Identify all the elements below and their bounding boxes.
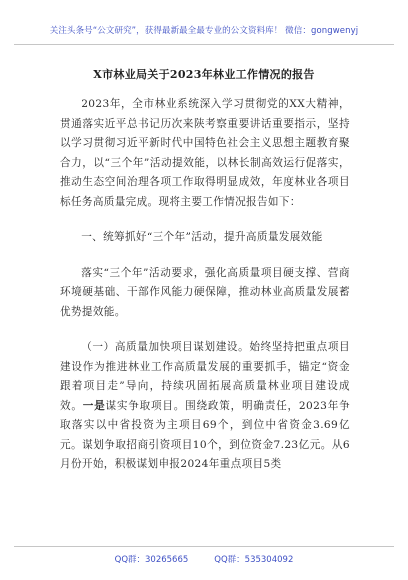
section-1-body: 落实“三个年”活动要求，强化高质量项目硬支撑、营商环境硬基础、干部作风能力硬保障，推动林业高质量发展蓄优势提效能。 <box>60 266 350 318</box>
document-title: X市林业局关于2023年林业工作情况的报告 <box>93 68 315 81</box>
intro-paragraph: 2023年，全市林业系统深入学习贯彻党的XX大精神，贯通落实近平总书记历次来陕考察重要讲话重要指示，坚持以学习贯彻习近平新时代中国特色社会主义思想主题教育聚合力，以“三个年”活动提效能，以林长制高效运行促落实，推动生态空间治理各项工作取得明显成效，年度林业各项目标任务高质量完成。现将主要工作情况报告如下： <box>60 98 350 208</box>
footer-divider <box>14 546 394 547</box>
footer-qq-group-2: QQ群：535304092 <box>214 555 294 565</box>
header-note: 关注头条号“公文研究”，获得最新最全最专业的公文资料库！ 微信：gongwenyj <box>49 26 359 36</box>
subsection-1-text-b: 谋实争取项目。围绕政策，明确责任，2023年争取落实以中省投资为主项目69个，到位中省资金3.69亿元。谋划争取招商引资项目10个，到位资金7.23亿元。从6月份开始，积极谋划申报2024年重点项目5类 <box>60 399 351 470</box>
subsection-1-text-a: （一）高质量加快项目谋划建设。始终坚持把重点项目建设作为推进林业工作高质量发展的重要抓手，锚定“资金跟着项目走”导向，持续巩固拓展高质量林业项目建设成效。 <box>60 341 350 412</box>
subsection-1-marker: 一是 <box>82 399 106 412</box>
footer-note <box>0 553 408 565</box>
document-body <box>60 95 350 475</box>
footer-qq-group-1: QQ群：30265665 <box>114 555 189 565</box>
section-1-heading: 一、统筹抓好“三个年”活动，提升高质量发展效能 <box>81 231 323 243</box>
subsection-1-paragraph <box>60 338 350 475</box>
header-divider <box>14 44 394 45</box>
